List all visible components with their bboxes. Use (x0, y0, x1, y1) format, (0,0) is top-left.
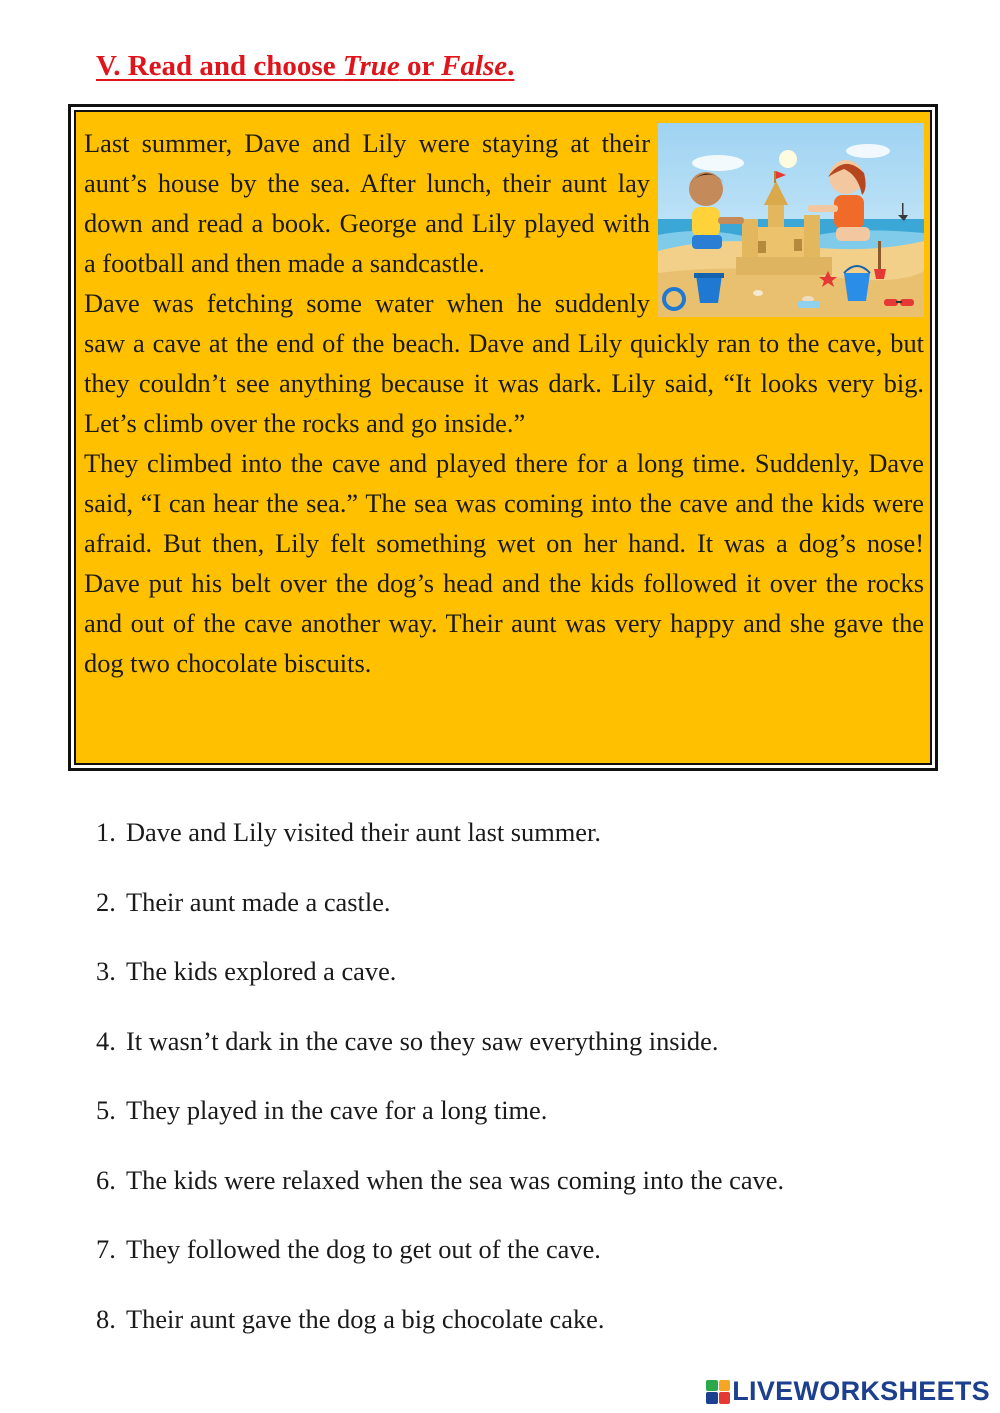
liveworksheets-logo[interactable] (706, 1376, 990, 1407)
passage-paragraph-2: Dave was fetching some water when he suddenly saw a cave at the end of the beach. Dave and Lily quickly ran to the cave, but they couldn’t see anything because it was dark. Lily said, “It looks very big. Let’s climb over the rocks and go inside.” (84, 288, 924, 438)
question-text: Dave and Lily visited their aunt last summer. (126, 817, 601, 847)
passage-paragraph-1: Last summer, Dave and Lily were staying at their aunt’s house by the sea. After lunch, their aunt lay down and read a book. George and Lily played with a football and then made a sandcastle. (84, 128, 650, 278)
true-word: True (342, 50, 400, 82)
question-item: 4. It wasn’t dark in the cave so they saw everything inside. (96, 1025, 719, 1056)
question-text: They played in the cave for a long time. (126, 1095, 548, 1125)
question-item: 3. The kids explored a cave. (96, 956, 397, 986)
passage-paragraph-3: They climbed into the cave and played there for a long time. Suddenly, Dave said, “I can hear the sea.” The sea was coming into the cave and the kids were afraid. But then, Lily felt something wet on her hand. It was a dog’s nose! Dave put his belt over the dog’s head and the kids followed it over the rocks and out of the cave another way. Their aunt was very happy and she gave the dog two chocolate biscuits. (84, 448, 924, 678)
question-item: 2. Their aunt made a castle. (96, 886, 391, 917)
question-text: The kids explored a cave. (126, 956, 397, 986)
question-text: Their aunt made a castle. (126, 886, 391, 917)
reading-passage (74, 110, 932, 765)
question-item: 8. Their aunt gave the dog a big chocolate cake. (96, 1303, 605, 1334)
logo-text: LIVEWORKSHEETS (732, 1376, 990, 1406)
beach-sandcastle-illustration (658, 123, 924, 317)
question-item: 5. They played in the cave for a long time. (96, 1095, 548, 1125)
question-item: 7. They followed the dog to get out of the cave. (96, 1234, 601, 1264)
question-text: Their aunt gave the dog a big chocolate cake. (126, 1303, 605, 1334)
false-word: False (441, 50, 508, 82)
question-text: They followed the dog to get out of the cave. (126, 1234, 601, 1264)
reading-passage-frame (68, 104, 938, 771)
true-false-questions (96, 812, 784, 1368)
question-text: The kids were relaxed when the sea was coming into the cave. (126, 1164, 785, 1195)
question-text: It wasn’t dark in the cave so they saw everything inside. (126, 1025, 719, 1056)
question-item: 1. Dave and Lily visited their aunt last summer. (96, 817, 601, 847)
question-item: 6. The kids were relaxed when the sea was coming into the cave. (96, 1164, 785, 1195)
liveworksheets-logo-icon (706, 1380, 730, 1404)
section-heading: V. Read and choose True or False. (96, 50, 515, 82)
